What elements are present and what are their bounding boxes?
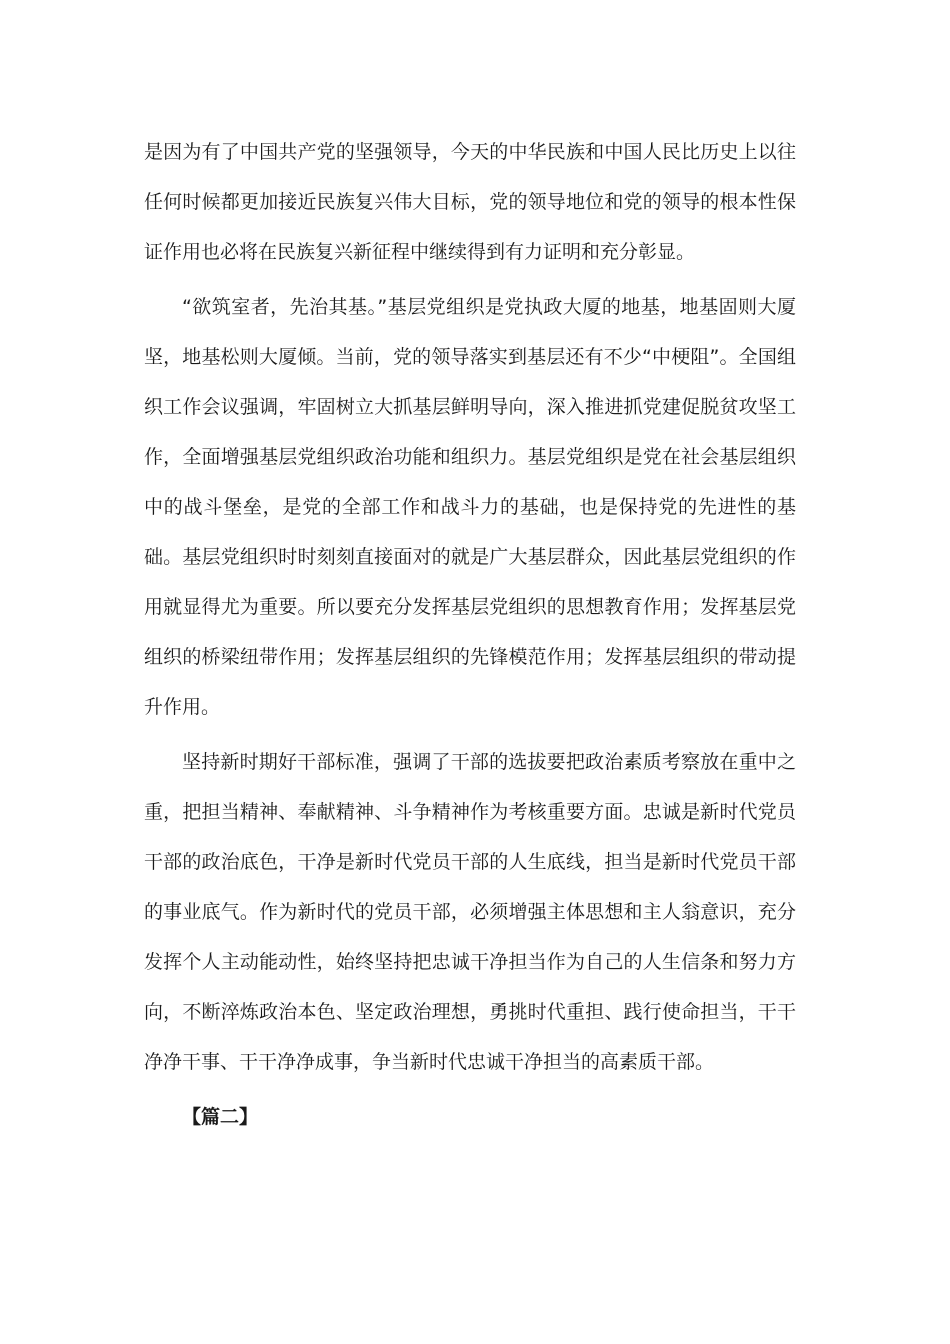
section-heading: 【篇二】 bbox=[182, 1106, 259, 1128]
document-body bbox=[144, 127, 796, 1142]
paragraph-continuation: 是因为有了中国共产党的坚强领导，今天的中华民族和中国人民比历史上以往任何时候都更加接近民族复兴伟大目标，党的领导地位和党的领导的根本性保证作用也必将在民族复兴新征程中继续得到有力证明和充分彰显。 bbox=[144, 141, 796, 263]
paragraph-cadre-standard: 坚持新时期好干部标准，强调了干部的选拔要把政治素质考察放在重中之重，把担当精神、奉献精神、斗争精神作为考核重要方面。忠诚是新时代党员干部的政治底色，干净是新时代党员干部的人生底线，担当是新时代党员干部的事业底气。作为新时代的党员干部，必须增强主体思想和主人翁意识，充分发挥个人主动能动性，始终坚持把忠诚干净担当作为自己的人生信条和努力方向，不断淬炼政治本色、坚定政治理想，勇挑时代重担、践行使命担当，干干净净干事、干干净净成事，争当新时代忠诚干净担当的高素质干部。 bbox=[144, 751, 796, 1073]
paragraph-grassroots: “欲筑室者，先治其基。”基层党组织是党执政大厦的地基，地基固则大厦坚，地基松则大厦倾。当前，党的领导落实到基层还有不少“中梗阻”。全国组织工作会议强调，牢固树立大抓基层鲜明导向，深入推进抓党建促脱贫攻坚工作，全面增强基层党组织政治功能和组织力。基层党组织是党在社会基层组织中的战斗堡垒，是党的全部工作和战斗力的基础，也是保持党的先进性的基础。基层党组织时时刻刻直接面对的就是广大基层群众，因此基层党组织的作用就显得尤为重要。所以要充分发挥基层党组织的思想教育作用；发挥基层党组织的桥梁纽带作用；发挥基层组织的先锋模范作用；发挥基层组织的带动提升作用。 bbox=[144, 296, 796, 718]
